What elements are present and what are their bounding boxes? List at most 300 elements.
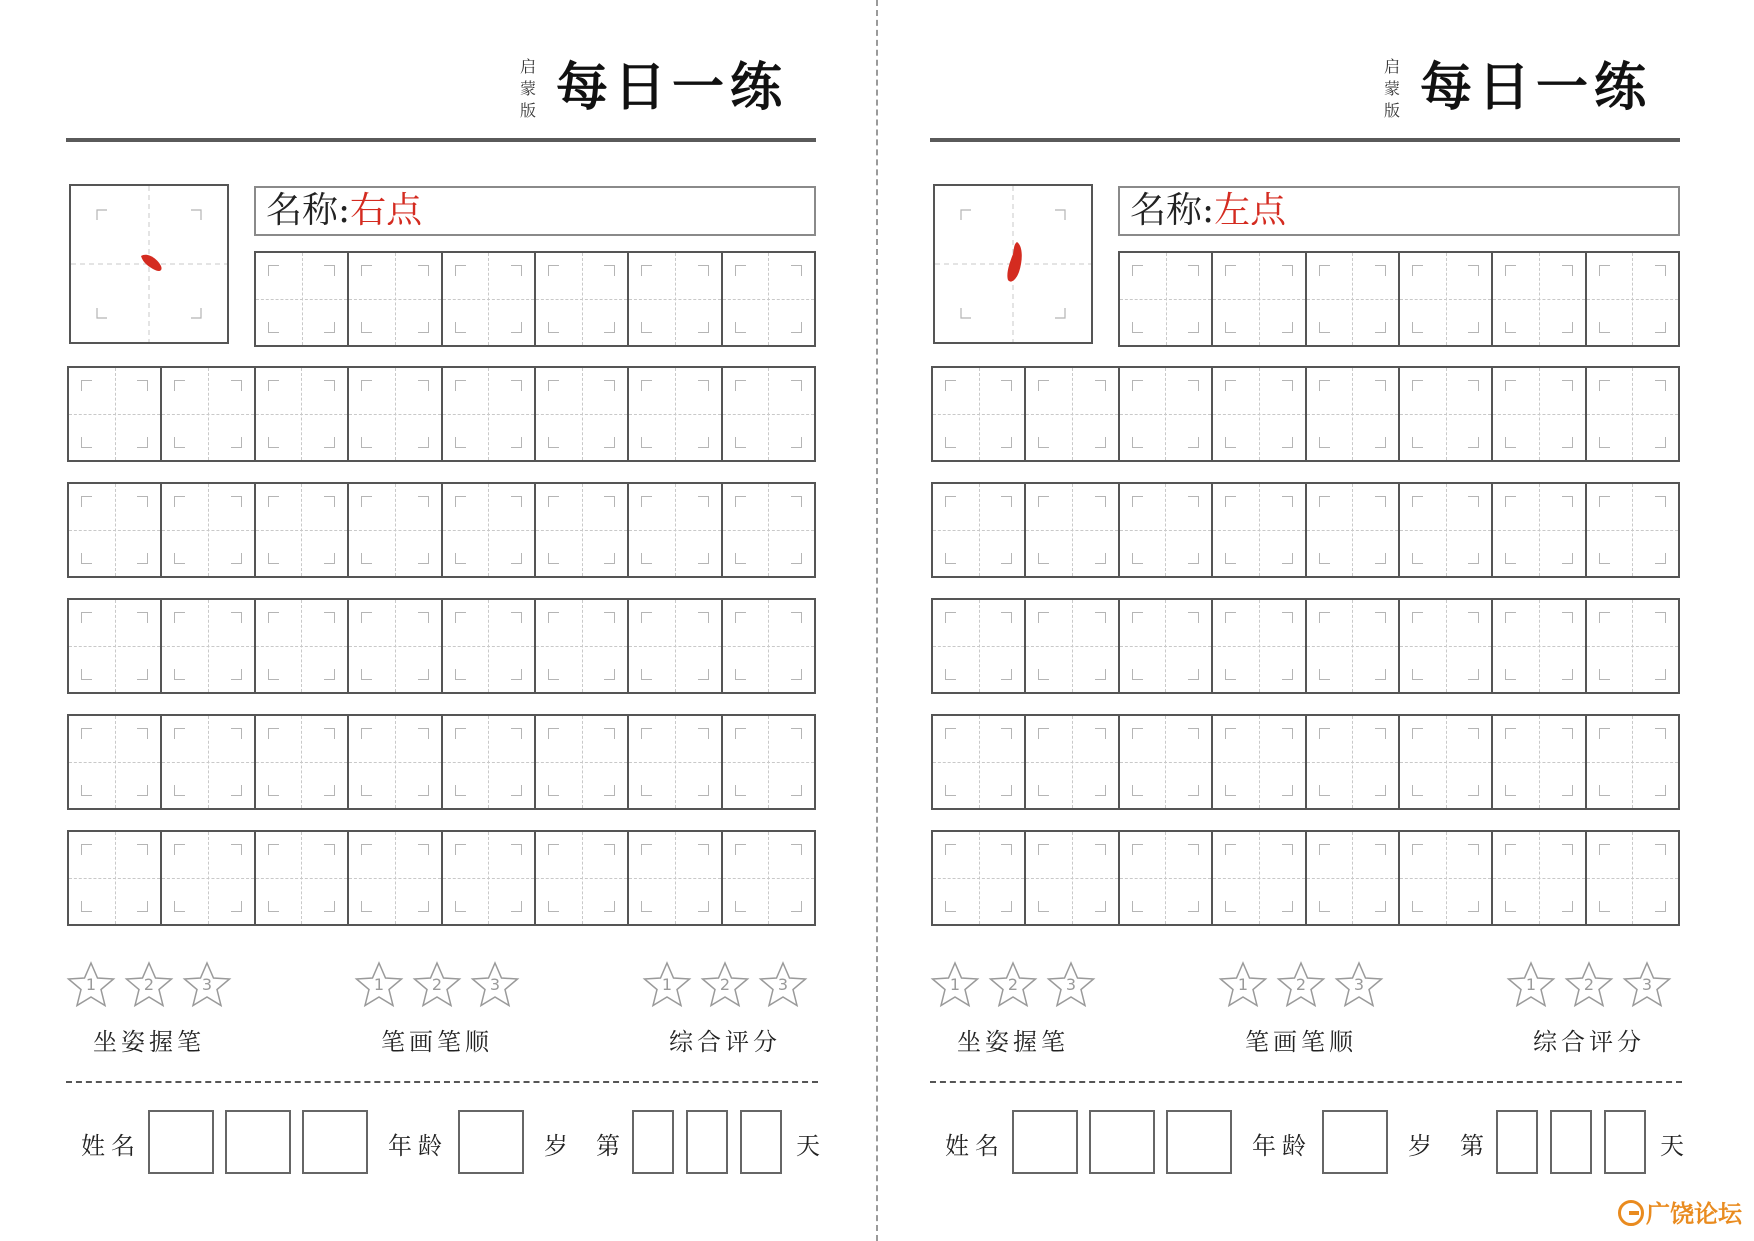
corner-guide [945,901,956,912]
practice-cell[interactable] [1120,253,1213,345]
practice-cell[interactable] [256,600,349,692]
rating-label: 坐姿握笔 [957,1028,1069,1056]
practice-cell[interactable] [536,253,629,345]
corner-guide [1375,322,1386,333]
rating-star-3[interactable] [1046,960,1096,1010]
practice-cell[interactable] [723,600,814,692]
corner-guide [1225,265,1236,276]
corner-guide [455,380,466,391]
practice-cell[interactable] [1493,253,1586,345]
practice-cell[interactable] [1493,832,1586,924]
corner-guide [1095,669,1106,680]
corner-guide [1132,844,1143,855]
corner-guide [1562,380,1573,391]
practice-cell[interactable] [1400,600,1493,692]
corner-guide [1468,901,1479,912]
corner-guide [418,380,429,391]
practice-cell[interactable] [69,368,162,460]
corner-guide [1001,901,1012,912]
corner-guide [324,380,335,391]
corner-guide [1319,785,1330,796]
stroke-name-label: 名称: [1130,190,1215,231]
corner-guide [604,844,615,855]
practice-cell[interactable] [256,832,349,924]
practice-cell[interactable] [162,832,255,924]
corner-guide [268,553,279,564]
name-char-box[interactable] [1089,1110,1155,1174]
practice-cell[interactable] [536,368,629,460]
corner-guide [791,844,802,855]
corner-guide [791,785,802,796]
worksheet-page-left [66,0,826,1241]
practice-cell[interactable] [1400,832,1493,924]
corner-guide [735,265,746,276]
corner-guide [1375,785,1386,796]
corner-guide [1132,380,1143,391]
practice-cell[interactable] [1400,484,1493,576]
corner-guide [1468,612,1479,623]
corner-guide [1599,496,1610,507]
practice-cell[interactable] [1587,484,1678,576]
corner-guide [231,901,242,912]
practice-cell[interactable] [443,716,536,808]
practice-cell[interactable] [1587,368,1678,460]
corner-guide [1225,553,1236,564]
corner-guide [641,901,652,912]
stroke-name-box [1118,186,1680,236]
corner-guide [455,437,466,448]
corner-guide [698,901,709,912]
forum-logo-icon [1618,1200,1644,1226]
corner-guide [945,728,956,739]
corner-guide [945,553,956,564]
practice-cell[interactable] [1400,716,1493,808]
practice-cell[interactable] [443,368,536,460]
practice-cell[interactable] [256,253,349,345]
corner-guide [324,844,335,855]
corner-guide [231,553,242,564]
rating-star-1[interactable] [642,960,692,1010]
corner-guide [1412,265,1423,276]
corner-guide [1225,844,1236,855]
corner-guide [548,901,559,912]
corner-guide [1188,844,1199,855]
rating-star-3[interactable] [1334,960,1384,1010]
practice-cell[interactable] [1120,600,1213,692]
practice-cell[interactable] [1587,253,1678,345]
practice-cell[interactable] [723,716,814,808]
corner-guide [1319,322,1330,333]
practice-row [931,598,1680,694]
practice-cell[interactable] [443,484,536,576]
practice-cell[interactable] [69,484,162,576]
day-digit-box[interactable] [1604,1110,1646,1174]
corner-guide [511,437,522,448]
practice-cell[interactable] [256,716,349,808]
practice-cell[interactable] [69,600,162,692]
practice-cell[interactable] [69,716,162,808]
corner-guide [698,553,709,564]
stroke-name-box [254,186,816,236]
practice-cell[interactable] [1120,368,1213,460]
corner-guide [1095,496,1106,507]
rating-star-1[interactable] [1506,960,1556,1010]
edition-char: 版 [519,101,536,120]
practice-cell[interactable] [1213,368,1306,460]
practice-cell[interactable] [1587,716,1678,808]
corner-guide [1095,437,1106,448]
rating-label: 笔画笔顺 [381,1028,493,1056]
day-prefix-label: 第 [1460,1132,1490,1160]
practice-cell[interactable] [1400,253,1493,345]
corner-guide [1412,844,1423,855]
practice-cell[interactable] [629,253,722,345]
corner-guide [1562,322,1573,333]
practice-cell[interactable] [1493,716,1586,808]
rating-star-3[interactable] [1622,960,1672,1010]
worksheet-page-right [930,0,1690,1241]
corner-guide [1412,322,1423,333]
corner-guide [455,322,466,333]
corner-guide [698,322,709,333]
practice-cell[interactable] [1307,368,1400,460]
corner-guide [1282,322,1293,333]
practice-cell[interactable] [629,368,722,460]
corner-guide [945,380,956,391]
age-box[interactable] [1322,1110,1388,1174]
corner-guide [1132,322,1143,333]
corner-guide [1505,380,1516,391]
corner-guide [1468,844,1479,855]
star-number: 2 [1007,975,1019,994]
corner-guide [81,669,92,680]
corner-guide [735,669,746,680]
corner-guide [1655,844,1666,855]
corner-guide [1655,785,1666,796]
practice-cell[interactable] [629,484,722,576]
rating-star-3[interactable] [182,960,232,1010]
corner-guide [1319,380,1330,391]
age-box[interactable] [458,1110,524,1174]
practice-cell[interactable] [443,600,536,692]
practice-row [67,482,816,578]
corner-guide [1319,496,1330,507]
corner-guide [231,844,242,855]
practice-cell[interactable] [1213,484,1306,576]
corner-guide [511,844,522,855]
practice-cell[interactable] [349,253,442,345]
corner-guide [1225,496,1236,507]
rating-star-2[interactable] [412,960,462,1010]
practice-cell[interactable] [162,716,255,808]
practice-cell[interactable] [1493,484,1586,576]
corner-guide [698,265,709,276]
rating-star-1[interactable] [1218,960,1268,1010]
corner-guide [791,612,802,623]
practice-cell[interactable] [1026,600,1119,692]
rating-star-1[interactable] [66,960,116,1010]
corner-guide [455,265,466,276]
corner-guide [641,553,652,564]
rating-stroke-order [354,960,534,1060]
rating-star-2[interactable] [700,960,750,1010]
day-suffix-label: 天 [1660,1132,1690,1160]
practice-cell[interactable] [933,600,1026,692]
corner-guide [1282,265,1293,276]
corner-guide [1319,669,1330,680]
corner-guide [1319,728,1330,739]
corner-guide [1412,612,1423,623]
practice-cell[interactable] [1026,716,1119,808]
corner-guide [1282,612,1293,623]
practice-cell[interactable] [536,600,629,692]
practice-cell[interactable] [1307,600,1400,692]
corner-guide [455,785,466,796]
corner-guide [1412,901,1423,912]
practice-cell[interactable] [1213,253,1306,345]
practice-cell[interactable] [629,716,722,808]
practice-cell[interactable] [1213,600,1306,692]
corner-guide [231,785,242,796]
fold-line [876,0,878,1241]
corner-guide [1505,785,1516,796]
corner-guide [1095,553,1106,564]
corner-guide [548,496,559,507]
practice-cell[interactable] [1307,832,1400,924]
corner-guide [324,669,335,680]
rating-star-3[interactable] [758,960,808,1010]
corner-guide [1038,437,1049,448]
day-digit-box[interactable] [740,1110,782,1174]
practice-cell[interactable] [1307,253,1400,345]
corner-guide [1038,380,1049,391]
corner-guide [1038,901,1049,912]
corner-guide [548,844,559,855]
name-char-box[interactable] [225,1110,291,1174]
practice-cell[interactable] [1213,832,1306,924]
day-digit-box[interactable] [686,1110,728,1174]
corner-guide [698,844,709,855]
corner-guide [81,728,92,739]
day-digit-box[interactable] [1496,1110,1538,1174]
practice-cell[interactable] [933,368,1026,460]
corner-guide [1001,496,1012,507]
corner-guide [418,553,429,564]
practice-cell[interactable] [1587,600,1678,692]
corner-guide [1505,437,1516,448]
corner-guide [1225,380,1236,391]
star-number: 1 [373,975,385,994]
corner-guide [81,380,92,391]
star-number: 3 [777,975,789,994]
rating-star-2[interactable] [1276,960,1326,1010]
corner-guide [1095,785,1106,796]
corner-guide [791,265,802,276]
corner-guide [418,612,429,623]
practice-cell[interactable] [536,716,629,808]
practice-cell[interactable] [162,484,255,576]
corner-guide [1468,728,1479,739]
corner-guide [548,553,559,564]
day-digit-box[interactable] [632,1110,674,1174]
practice-cell[interactable] [536,832,629,924]
practice-cell[interactable] [349,368,442,460]
practice-cell[interactable] [933,484,1026,576]
corner-guide [1655,728,1666,739]
practice-cell[interactable] [69,832,162,924]
corner-guide [1505,728,1516,739]
practice-cell[interactable] [1493,368,1586,460]
name-char-box[interactable] [302,1110,368,1174]
practice-cell[interactable] [1493,600,1586,692]
corner-guide [1655,322,1666,333]
star-number: 1 [949,975,961,994]
practice-row [67,830,816,926]
corner-guide [268,322,279,333]
rating-posture [930,960,1110,1060]
corner-guide [231,612,242,623]
name-char-box[interactable] [1012,1110,1078,1174]
practice-row [931,482,1680,578]
practice-cell[interactable] [349,832,442,924]
rating-star-1[interactable] [930,960,980,1010]
corner-guide [137,612,148,623]
practice-cell[interactable] [443,832,536,924]
corner-guide [548,380,559,391]
practice-cell[interactable] [1307,484,1400,576]
corner-guide [511,728,522,739]
rating-star-2[interactable] [988,960,1038,1010]
practice-cell[interactable] [1307,716,1400,808]
corner-guide [268,380,279,391]
corner-guide [1225,322,1236,333]
corner-guide [641,496,652,507]
practice-cell[interactable] [1026,368,1119,460]
corner-guide [1599,322,1610,333]
practice-cell[interactable] [256,484,349,576]
rating-star-3[interactable] [470,960,520,1010]
corner-guide [455,553,466,564]
corner-guide [1095,380,1106,391]
corner-guide [1038,669,1049,680]
practice-cell[interactable] [933,832,1026,924]
corner-guide [511,322,522,333]
practice-cell[interactable] [1587,832,1678,924]
corner-guide [231,496,242,507]
practice-cell[interactable] [629,600,722,692]
corner-guide [324,901,335,912]
header-rule [66,138,816,142]
corner-guide [361,553,372,564]
corner-guide [641,612,652,623]
day-digit-box[interactable] [1550,1110,1592,1174]
practice-cell[interactable] [1026,832,1119,924]
practice-cell[interactable] [933,716,1026,808]
star-number: 2 [719,975,731,994]
student-info-row [930,1110,1690,1174]
corner-guide [604,496,615,507]
practice-cell[interactable] [162,600,255,692]
age-label: 年龄 [1252,1132,1312,1160]
corner-guide [418,496,429,507]
corner-guide [1282,496,1293,507]
corner-guide [1375,728,1386,739]
practice-cell[interactable] [1026,484,1119,576]
corner-guide [511,553,522,564]
star-number: 3 [489,975,501,994]
corner-guide [1188,901,1199,912]
practice-cell[interactable] [349,600,442,692]
corner-guide [1319,612,1330,623]
practice-cell[interactable] [1213,716,1306,808]
corner-guide [81,553,92,564]
corner-guide [698,785,709,796]
practice-cell[interactable] [1120,484,1213,576]
header-rule [930,138,1680,142]
corner-guide [1282,437,1293,448]
corner-guide [604,728,615,739]
corner-guide [1375,844,1386,855]
star-number: 1 [85,975,97,994]
corner-guide [231,380,242,391]
corner-guide [1225,669,1236,680]
practice-cell[interactable] [723,368,814,460]
star-number: 2 [143,975,155,994]
practice-cell[interactable] [723,832,814,924]
practice-cell[interactable] [162,368,255,460]
practice-cell[interactable] [723,484,814,576]
practice-cell[interactable] [256,368,349,460]
corner-guide [1188,553,1199,564]
practice-cell[interactable] [349,716,442,808]
corner-guide [1375,612,1386,623]
practice-cell[interactable] [443,253,536,345]
practice-cell[interactable] [349,484,442,576]
corner-guide [1562,844,1573,855]
corner-guide [361,785,372,796]
corner-guide [735,322,746,333]
corner-guide [324,322,335,333]
corner-guide [1282,553,1293,564]
corner-guide [361,901,372,912]
practice-cell[interactable] [1120,716,1213,808]
age-unit-label: 岁 [1408,1132,1438,1160]
rating-star-2[interactable] [124,960,174,1010]
corner-guide [1132,612,1143,623]
corner-guide [1412,496,1423,507]
corner-guide [268,437,279,448]
practice-cell[interactable] [723,253,814,345]
name-char-box[interactable] [1166,1110,1232,1174]
practice-cell[interactable] [629,832,722,924]
rating-star-1[interactable] [354,960,404,1010]
corner-guide [1001,844,1012,855]
stroke-name-value: 左点 [1214,190,1287,231]
practice-cell[interactable] [536,484,629,576]
corner-guide [137,901,148,912]
star-row [1506,960,1686,1010]
practice-cell[interactable] [1120,832,1213,924]
corner-guide [1319,901,1330,912]
corner-guide [604,612,615,623]
corner-guide [81,612,92,623]
rating-star-2[interactable] [1564,960,1614,1010]
corner-guide [548,785,559,796]
rating-label: 综合评分 [669,1028,781,1056]
corner-guide [1282,669,1293,680]
practice-cell[interactable] [1400,368,1493,460]
name-char-box[interactable] [148,1110,214,1174]
